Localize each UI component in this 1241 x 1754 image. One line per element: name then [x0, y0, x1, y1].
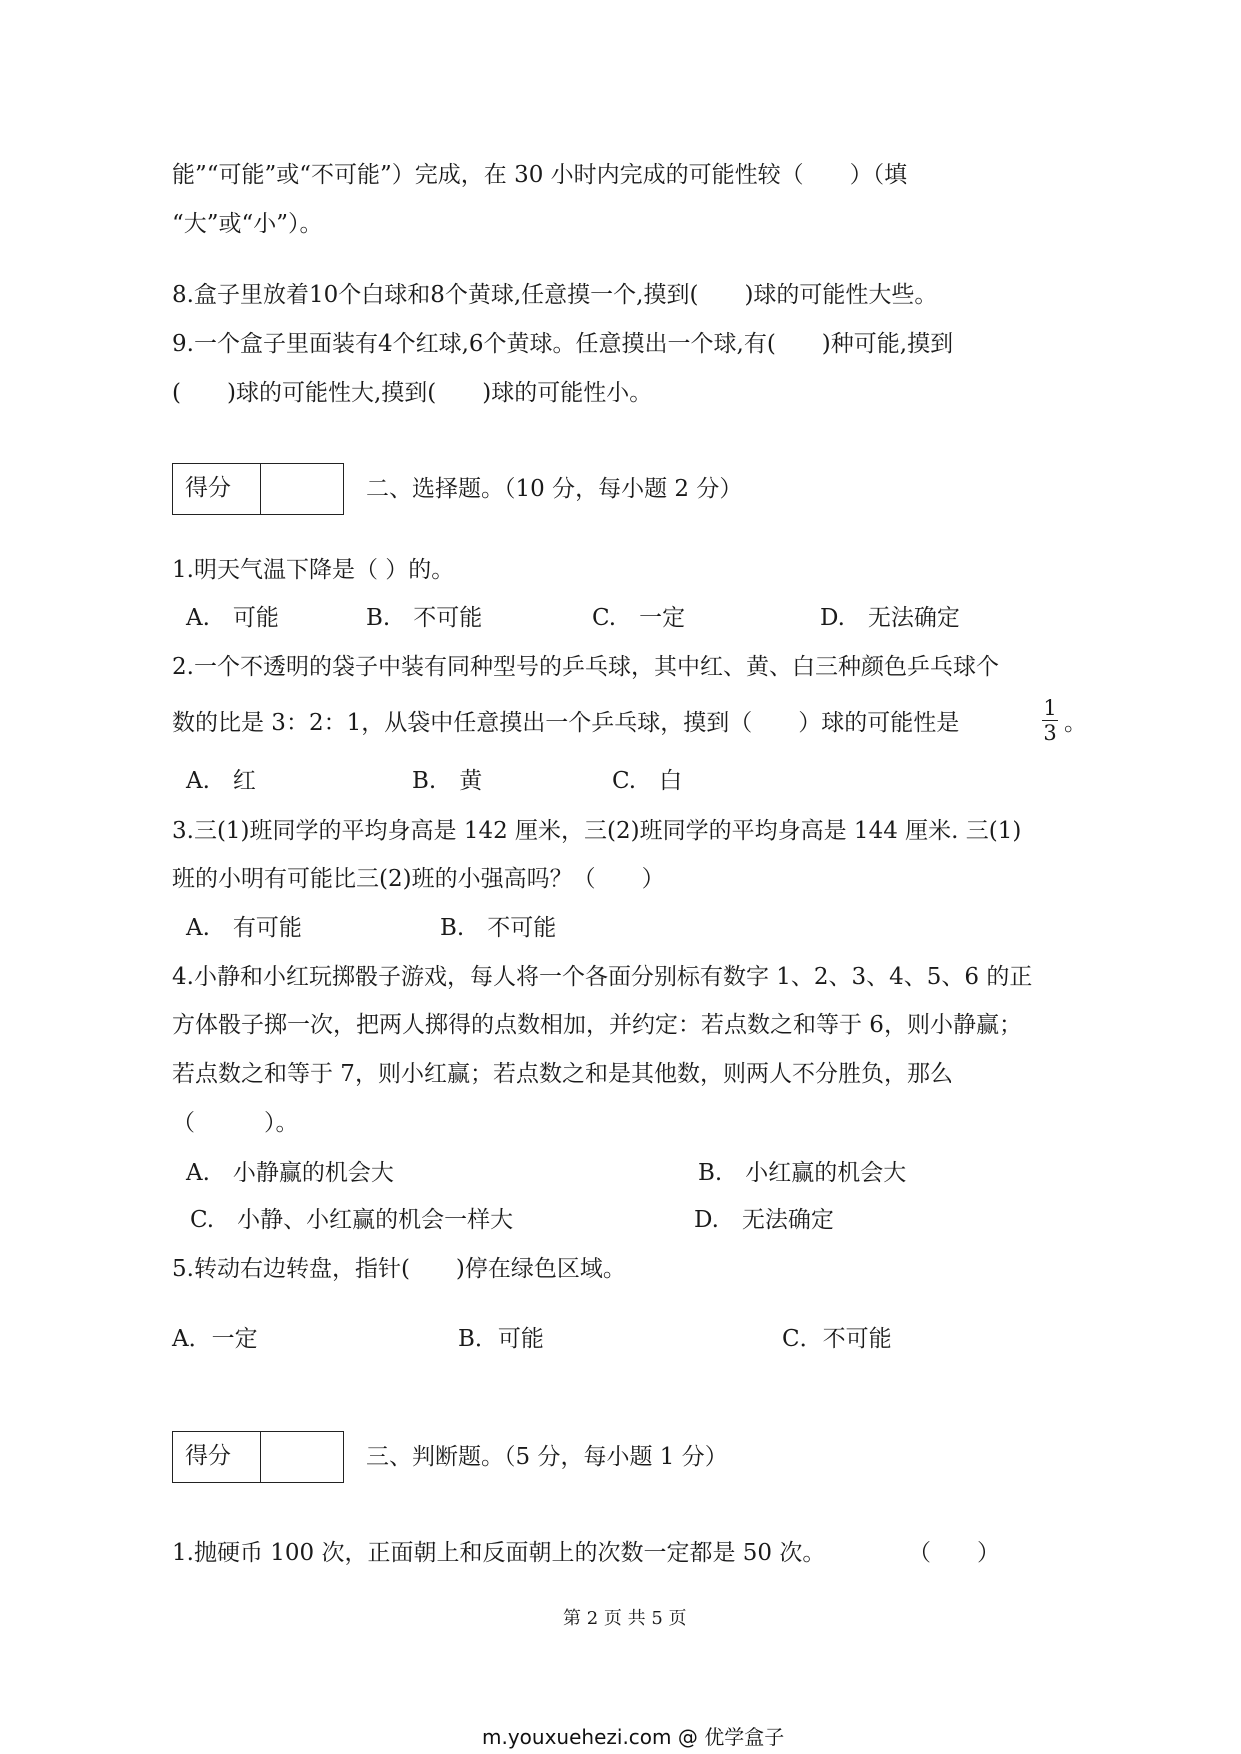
fraction-numerator: 1	[1043, 696, 1057, 720]
choice-q2-option-a[interactable]: A. 红	[186, 768, 256, 794]
fraction-one-third	[1040, 697, 1060, 744]
choice-q4-option-c[interactable]: C. 小静、小红赢的机会一样大	[190, 1207, 514, 1233]
choice-q5-option-a[interactable]: A．一定	[172, 1326, 258, 1352]
score-value-field[interactable]	[261, 464, 343, 514]
choice-question-4-line-1: 4.小静和小红玩掷骰子游戏，每人将一个各面分别标有数字 1、2、3、4、5、6 的正	[172, 964, 1033, 990]
score-label: 得分	[173, 1432, 261, 1482]
choice-q4-option-b[interactable]: B. 小红赢的机会大	[698, 1160, 907, 1186]
choice-question-4-line-4: （ ）。	[172, 1110, 299, 1136]
choice-question-5: 5.转动右边转盘，指针( )停在绿色区域。	[172, 1256, 626, 1282]
choice-q4-option-a[interactable]: A. 小静赢的机会大	[186, 1160, 394, 1186]
page-number: 第 2 页 共 5 页	[563, 1608, 687, 1629]
choice-question-2-line-2: 数的比是 3：2：1，从袋中任意摸出一个乒乓球，摸到（ ）球的可能性是	[172, 710, 960, 736]
section-3-title: 三、判断题。（5 分，每小题 1 分）	[366, 1444, 728, 1470]
choice-q1-option-c[interactable]: C. 一定	[592, 605, 686, 631]
judge-question-1: 1.抛硬币 100 次，正面朝上和反面朝上的次数一定都是 50 次。	[172, 1540, 826, 1566]
choice-q4-option-d[interactable]: D. 无法确定	[694, 1207, 834, 1233]
choice-q3-option-b[interactable]: B. 不可能	[440, 915, 557, 941]
question-8: 8.盒子里放着10个白球和8个黄球,任意摸一个,摸到( )球的可能性大些。	[172, 282, 938, 308]
question-9-line-2: ( )球的可能性大,摸到( )球的可能性小。	[172, 380, 653, 406]
score-box-section-2	[172, 463, 344, 515]
choice-q3-option-a[interactable]: A. 有可能	[186, 915, 302, 941]
score-value-field[interactable]	[261, 1432, 343, 1482]
choice-question-2-line-1: 2.一个不透明的袋子中装有同种型号的乒乓球，其中红、黄、白三种颜色乒乓球个	[172, 654, 999, 680]
fraction-denominator: 3	[1043, 721, 1057, 745]
choice-q1-option-a[interactable]: A. 可能	[186, 605, 279, 631]
choice-q2-option-b[interactable]: B. 黄	[412, 768, 483, 794]
judge-q1-answer-blank[interactable]: （ ）	[908, 1540, 1000, 1566]
section-2-title: 二、选择题。（10 分，每小题 2 分）	[366, 476, 743, 502]
choice-question-3-line-2: 班的小明有可能比三(2)班的小强高吗？（ ）	[172, 866, 665, 892]
choice-question-1: 1.明天气温下降是（ ）的。	[172, 557, 455, 583]
choice-q1-option-d[interactable]: D. 无法确定	[820, 605, 960, 631]
choice-q2-option-c[interactable]: C. 白	[612, 768, 683, 794]
score-label: 得分	[173, 464, 261, 514]
choice-question-3-line-1: 3.三(1)班同学的平均身高是 142 厘米，三(2)班同学的平均身高是 144 厘米. 三(1)	[172, 818, 1022, 844]
continued-line-1: 能”“可能”或“不可能”）完成，在 30 小时内完成的可能性较（ ）（填	[172, 162, 908, 188]
choice-question-2-end: 。	[1064, 710, 1087, 736]
choice-question-4-line-2: 方体骰子掷一次，把两人掷得的点数相加，并约定：若点数之和等于 6，则小静赢；	[172, 1012, 1022, 1038]
choice-q5-option-c[interactable]: C．不可能	[782, 1326, 892, 1352]
score-box-section-3	[172, 1431, 344, 1483]
site-watermark: m.youxuehezi.com @ 优学盒子	[482, 1725, 785, 1749]
choice-q5-option-b[interactable]: B．可能	[458, 1326, 544, 1352]
continued-line-2: “大”或“小”）。	[172, 211, 323, 237]
choice-question-4-line-3: 若点数之和等于 7，则小红赢；若点数之和是其他数，则两人不分胜负，那么	[172, 1061, 953, 1087]
choice-q1-option-b[interactable]: B. 不可能	[366, 605, 483, 631]
question-9-line-1: 9.一个盒子里面装有4个红球,6个黄球。任意摸出一个球,有( )种可能,摸到	[172, 331, 954, 357]
